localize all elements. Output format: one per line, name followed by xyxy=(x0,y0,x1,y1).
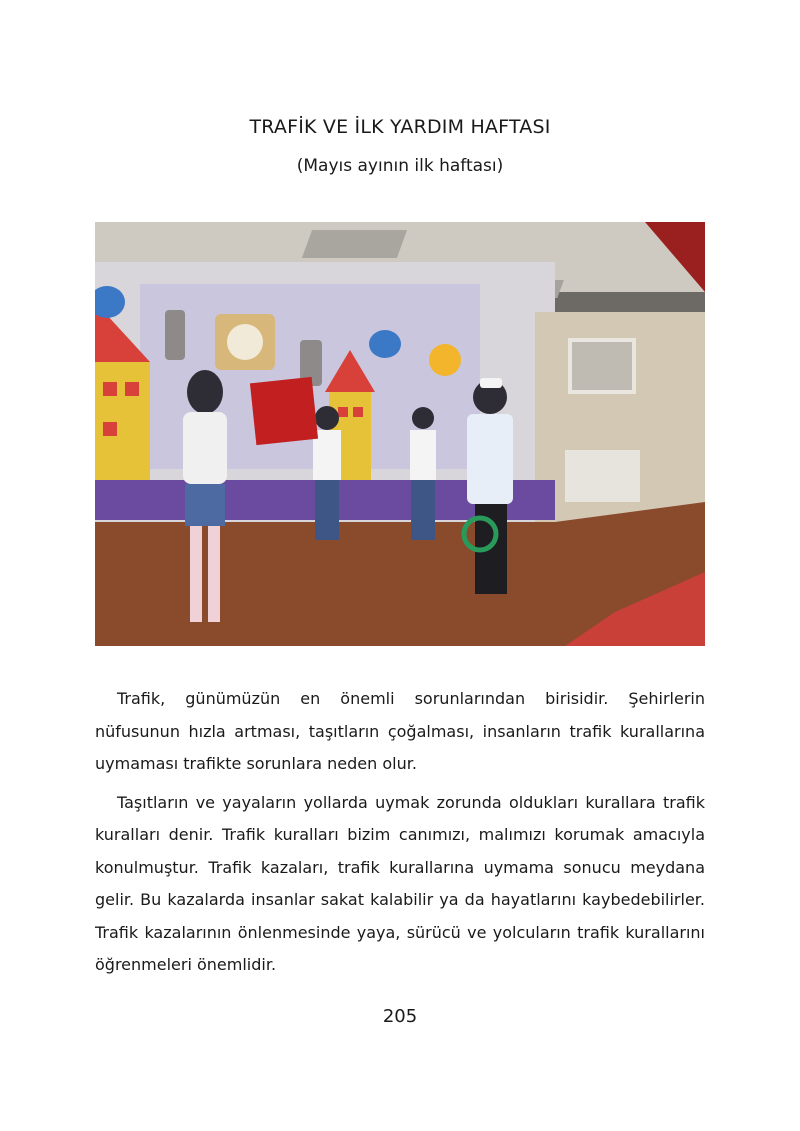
body-text xyxy=(95,683,705,988)
page-title: TRAFİK VE İLK YARDIM HAFTASI xyxy=(249,116,551,138)
paragraph-1: Trafik, günümüzün en önemli sorunlarından birisidir. Şehirlerin nüfusunun hızla artması, taşıtların çoğalması, insanların trafik kurallarına uymaması trafikte sorunlara neden olur. xyxy=(95,689,705,773)
page-subtitle: (Mayıs ayının ilk haftası) xyxy=(296,156,504,176)
photo-illustration xyxy=(95,222,705,646)
event-photo xyxy=(95,222,705,646)
page-number: 205 xyxy=(382,1006,418,1027)
paragraph-2: Taşıtların ve yayaların yollarda uymak zorunda oldukları kurallara trafik kuralları denir. Trafik kuralları bizim canımızı, malımızı korumak amacıyla konulmuştur. Trafik kazaları, trafik kurallarına uymama sonucu meydana gelir. Bu kazalarda insanlar sakat kalabilir ya da hayatlarını kaybedebilirler. Trafik kazalarının önlenmesinde yaya, sürücü ve yolcuların trafik kurallarını öğrenmeleri önemlidir. xyxy=(95,792,705,974)
